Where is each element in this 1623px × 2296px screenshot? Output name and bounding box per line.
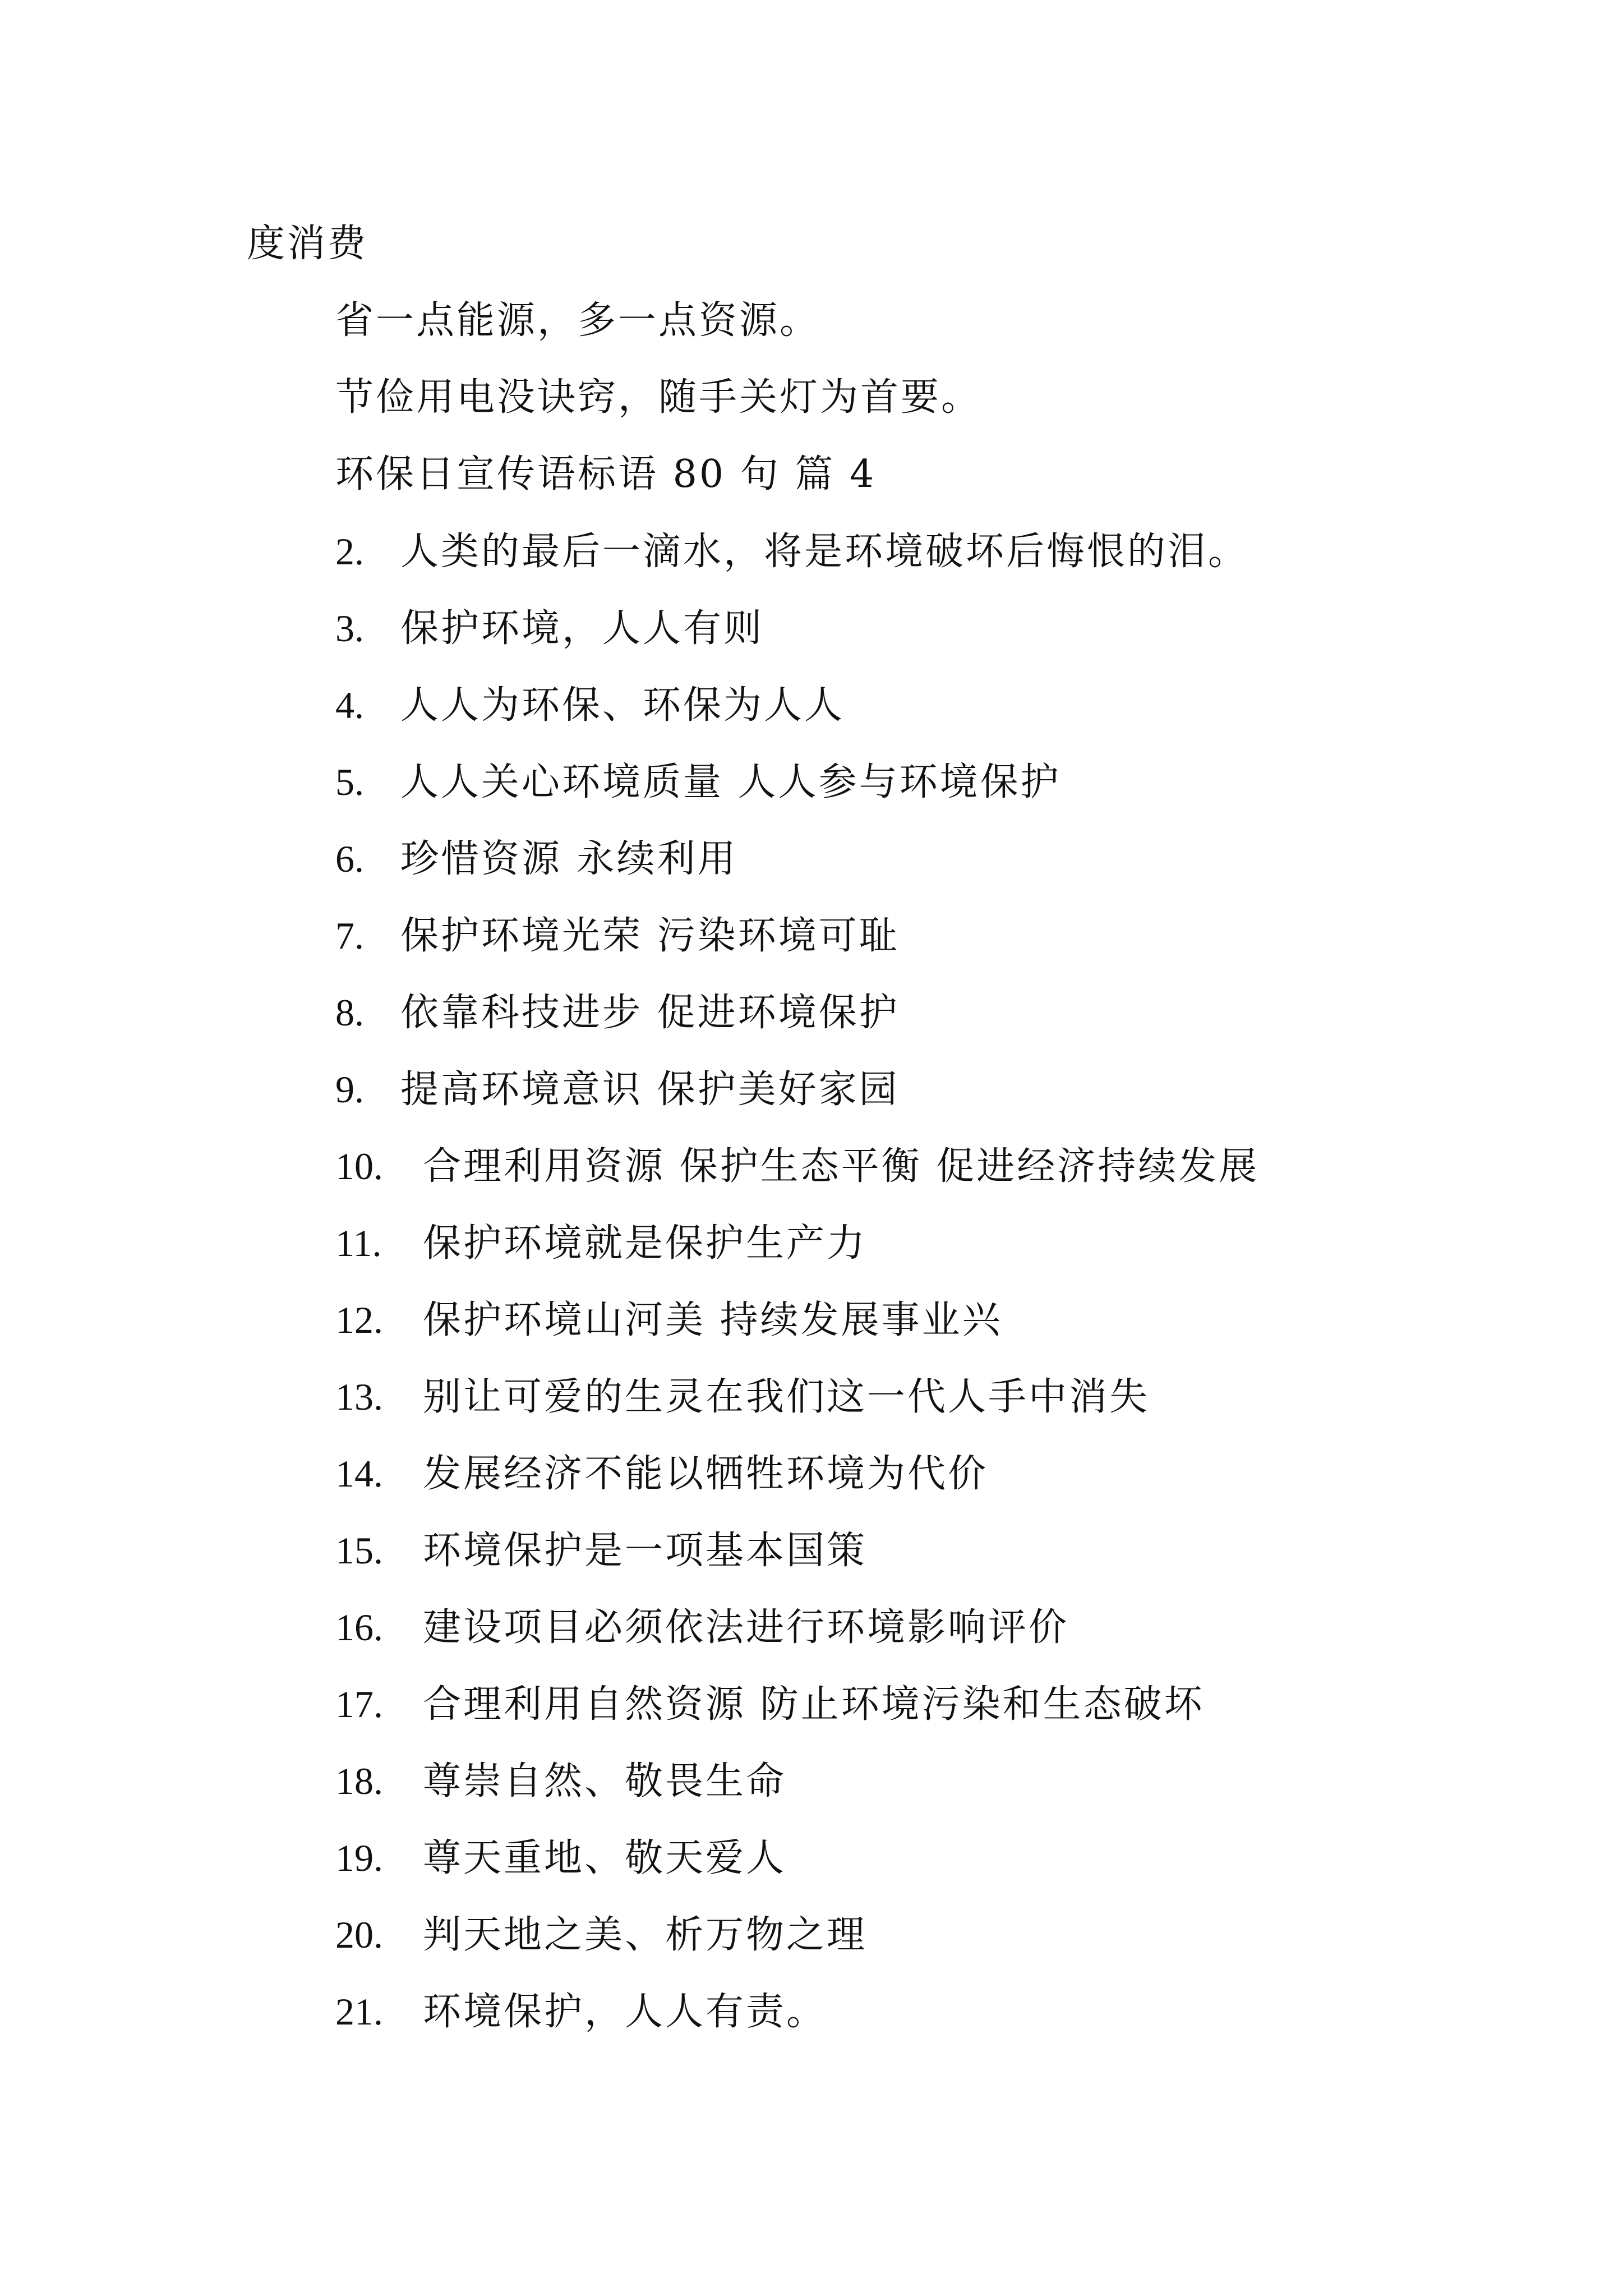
list-item-text: 人人为环保、环保为人人 bbox=[400, 683, 845, 728]
list-item-text: 人类的最后一滴水，将是环境破坏后悔恨的泪。 bbox=[400, 530, 1249, 574]
list-item-number: 13. bbox=[335, 1375, 383, 1418]
list-item-number: 17. bbox=[335, 1683, 383, 1726]
list-item-text: 保护环境，人人有则 bbox=[400, 606, 764, 651]
list-item bbox=[335, 984, 900, 1041]
list-item bbox=[335, 600, 764, 657]
list-item bbox=[335, 1676, 1205, 1733]
list-item bbox=[335, 1446, 988, 1502]
list-item-text: 别让可爱的生灵在我们这一代人手中消失 bbox=[423, 1375, 1150, 1419]
list-item-text: 保护环境就是保护生产力 bbox=[423, 1221, 868, 1266]
list-item-text: 合理利用资源 保护生态平衡 促进经济持续发展 bbox=[423, 1144, 1260, 1189]
list-item bbox=[335, 1292, 1003, 1349]
list-item-number: 18. bbox=[335, 1760, 383, 1802]
list-item-text: 保护环境光荣 污染环境可耻 bbox=[400, 914, 900, 958]
paragraph-line: 节俭用电没诀窍，随手关灯为首要。 bbox=[335, 375, 982, 420]
list-item-text: 环境保护，人人有责。 bbox=[423, 1990, 827, 2034]
list-item-text: 保护环境山河美 持续发展事业兴 bbox=[423, 1298, 1003, 1342]
list-item bbox=[335, 1753, 786, 1810]
list-item-number: 14. bbox=[335, 1452, 383, 1495]
list-item-text: 尊崇自然、敬畏生命 bbox=[423, 1759, 787, 1803]
list-item bbox=[335, 1830, 786, 1887]
list-item-number: 4. bbox=[335, 684, 364, 726]
list-item-number: 3. bbox=[335, 607, 364, 650]
list-item-number: 16. bbox=[335, 1606, 383, 1649]
list-item-number: 15. bbox=[335, 1529, 383, 1572]
section-heading: 环保日宣传语标语 80 句 篇 4 bbox=[335, 452, 877, 496]
list-item-number: 2. bbox=[335, 530, 364, 573]
list-item-number: 7. bbox=[335, 914, 364, 957]
list-item-number: 12. bbox=[335, 1299, 383, 1341]
list-item bbox=[335, 908, 900, 964]
list-item-text: 珍惜资源 永续利用 bbox=[400, 837, 738, 881]
list-item-text: 人人关心环境质量 人人参与环境保护 bbox=[400, 760, 1061, 804]
list-item bbox=[335, 1907, 867, 1963]
list-item bbox=[335, 523, 1248, 580]
list-item-number: 10. bbox=[335, 1145, 383, 1188]
list-item-text: 提高环境意识 保护美好家园 bbox=[400, 1068, 900, 1112]
list-item-number: 8. bbox=[335, 991, 364, 1034]
continuation-text: 度消费 bbox=[247, 222, 368, 266]
list-item-text: 环境保护是一项基本国策 bbox=[423, 1529, 868, 1573]
list-item-number: 6. bbox=[335, 838, 364, 880]
list-item-number: 11. bbox=[335, 1222, 382, 1264]
list-item-number: 20. bbox=[335, 1913, 383, 1956]
list-item-text: 建设项目必须依法进行环境影响评价 bbox=[423, 1605, 1069, 1650]
list-item-text: 合理利用自然资源 防止环境污染和生态破坏 bbox=[423, 1682, 1205, 1727]
list-item-text: 发展经济不能以牺牲环境为代价 bbox=[423, 1452, 989, 1496]
list-item bbox=[335, 677, 845, 734]
list-item-text: 判天地之美、析万物之理 bbox=[423, 1913, 868, 1957]
list-item-number: 19. bbox=[335, 1837, 383, 1879]
paragraph-line: 省一点能源，多一点资源。 bbox=[335, 298, 820, 343]
list-item bbox=[335, 831, 738, 887]
list-item bbox=[335, 1522, 867, 1579]
list-item bbox=[335, 1061, 900, 1118]
list-item bbox=[335, 1984, 827, 2040]
list-item-text: 依靠科技进步 促进环境保护 bbox=[400, 991, 900, 1035]
list-item bbox=[335, 1215, 867, 1272]
list-item-number: 5. bbox=[335, 761, 364, 803]
list-item-text: 尊天重地、敬天爱人 bbox=[423, 1836, 787, 1880]
list-item bbox=[335, 1138, 1259, 1195]
list-item-number: 21. bbox=[335, 1990, 383, 2033]
list-item bbox=[335, 1599, 1069, 1656]
list-item bbox=[335, 754, 1061, 811]
list-item-number: 9. bbox=[335, 1068, 364, 1111]
list-item bbox=[335, 1369, 1150, 1425]
